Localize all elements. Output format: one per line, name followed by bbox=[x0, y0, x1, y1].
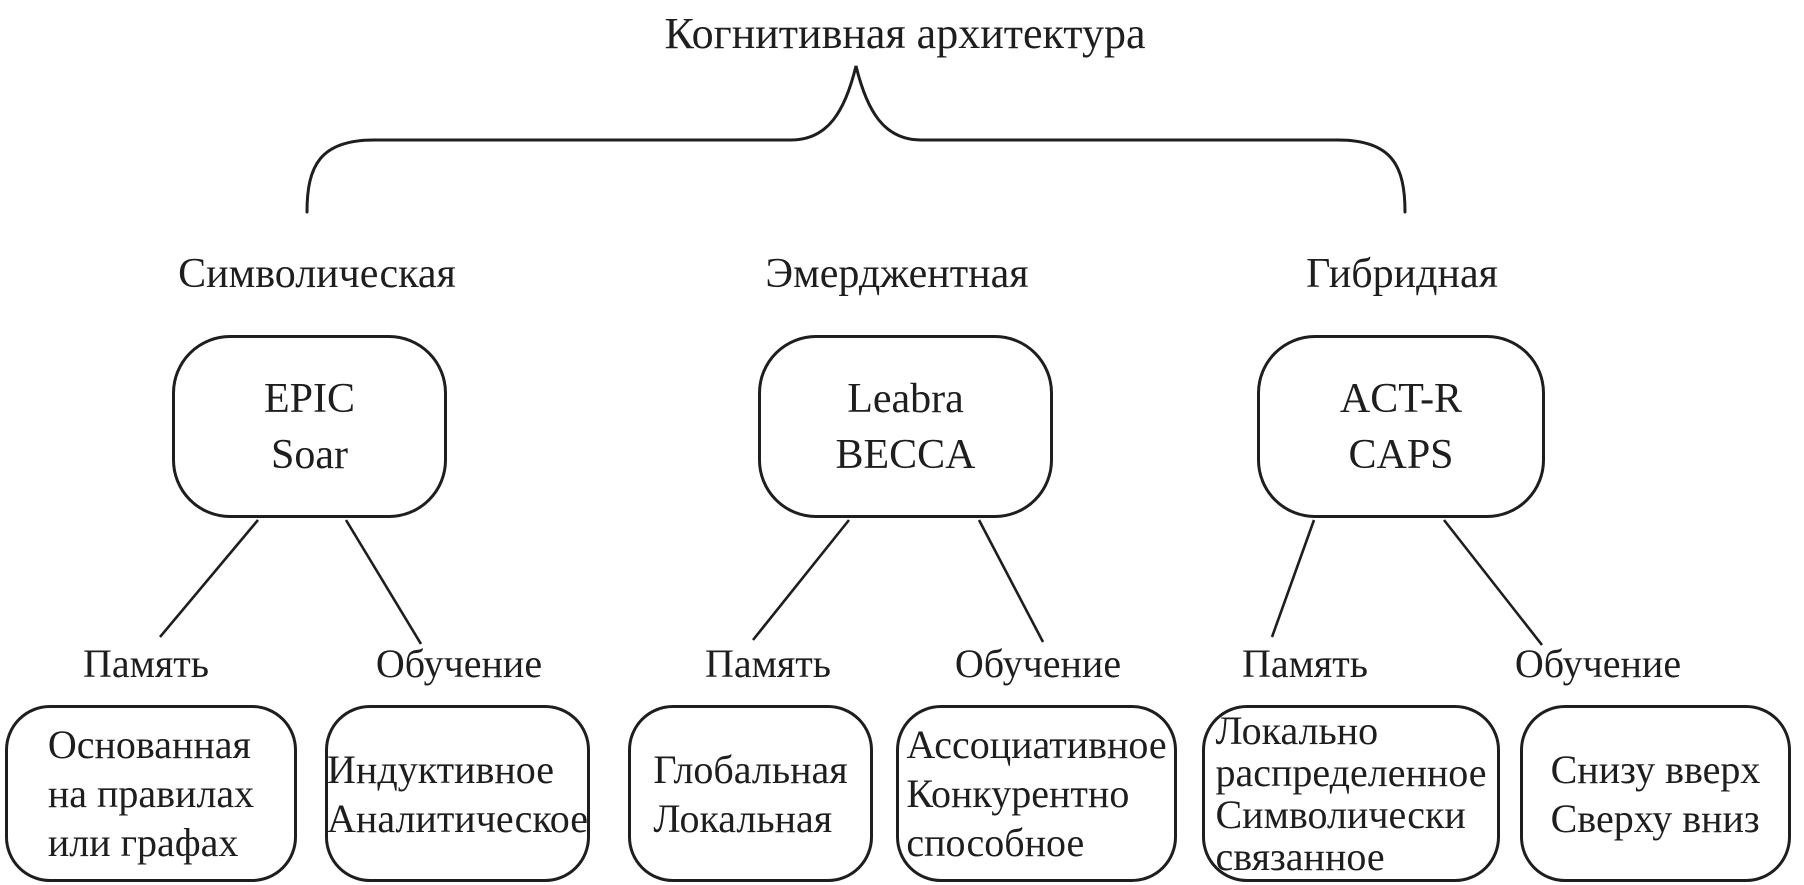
architecture-name: CAPS bbox=[1348, 431, 1454, 478]
box-memory-hybrid bbox=[1202, 705, 1500, 882]
branch-label-symbolic: Символическая bbox=[178, 251, 456, 297]
label-memory-hybrid: Память bbox=[1241, 641, 1369, 686]
architecture-name: Soar bbox=[270, 431, 348, 478]
architecture-box-emergent bbox=[758, 335, 1053, 518]
box-text-line: Основанная bbox=[47, 722, 251, 767]
box-text-line: Локально bbox=[1215, 707, 1379, 753]
diagram-title: Когнитивная архитектура bbox=[664, 9, 1146, 58]
box-text-line: Снизу вверх bbox=[1550, 746, 1761, 792]
label-learning-symbolic: Обучение bbox=[375, 641, 543, 686]
label-learning-hybrid: Обучение bbox=[1514, 641, 1682, 686]
connector-line-symbolic-learning bbox=[346, 520, 421, 644]
architecture-name: BECCA bbox=[835, 431, 976, 478]
box-text-line: связанное bbox=[1215, 833, 1385, 879]
box-text-line: Конкурентно bbox=[906, 771, 1130, 816]
box-text-line: на правилах bbox=[47, 771, 255, 816]
box-text-line: или графах bbox=[47, 820, 239, 865]
box-text-line: Аналитическое bbox=[327, 795, 588, 841]
connector-line-symbolic-memory bbox=[160, 520, 258, 637]
box-text-line: Сверху вниз bbox=[1550, 795, 1760, 841]
box-memory-emergent bbox=[628, 705, 873, 882]
architecture-name: ACT-R bbox=[1339, 375, 1463, 422]
box-text-line: Глобальная bbox=[653, 746, 848, 792]
connector-line-emergent-learning bbox=[979, 520, 1043, 642]
architecture-name: Leabra bbox=[847, 375, 964, 422]
architecture-box-symbolic bbox=[172, 335, 447, 518]
label-memory-symbolic: Память bbox=[82, 641, 210, 686]
box-text-line: Символически bbox=[1215, 791, 1466, 837]
box-text-line: Индуктивное bbox=[327, 746, 555, 792]
curly-brace bbox=[307, 66, 1405, 212]
connector-line-hybrid-learning bbox=[1444, 520, 1542, 645]
connector-line-emergent-memory bbox=[753, 520, 849, 640]
branch-label-hybrid: Гибридная bbox=[1306, 251, 1498, 297]
branch-label-emergent: Эмерджентная bbox=[765, 251, 1029, 297]
box-learning-hybrid bbox=[1520, 705, 1791, 882]
box-text-line: Ассоциативное bbox=[906, 722, 1167, 767]
box-text-line: распределенное bbox=[1215, 749, 1487, 795]
architecture-box-hybrid bbox=[1257, 335, 1545, 518]
box-text-line: способное bbox=[906, 820, 1085, 865]
box-learning-symbolic bbox=[325, 705, 590, 882]
connector-line-hybrid-memory bbox=[1272, 520, 1314, 637]
box-learning-emergent bbox=[896, 705, 1177, 882]
box-text-line: Локальная bbox=[653, 795, 833, 841]
label-learning-emergent: Обучение bbox=[954, 641, 1122, 686]
label-memory-emergent: Память bbox=[704, 641, 832, 686]
architecture-name: EPIC bbox=[263, 375, 355, 422]
box-memory-symbolic bbox=[5, 705, 297, 882]
